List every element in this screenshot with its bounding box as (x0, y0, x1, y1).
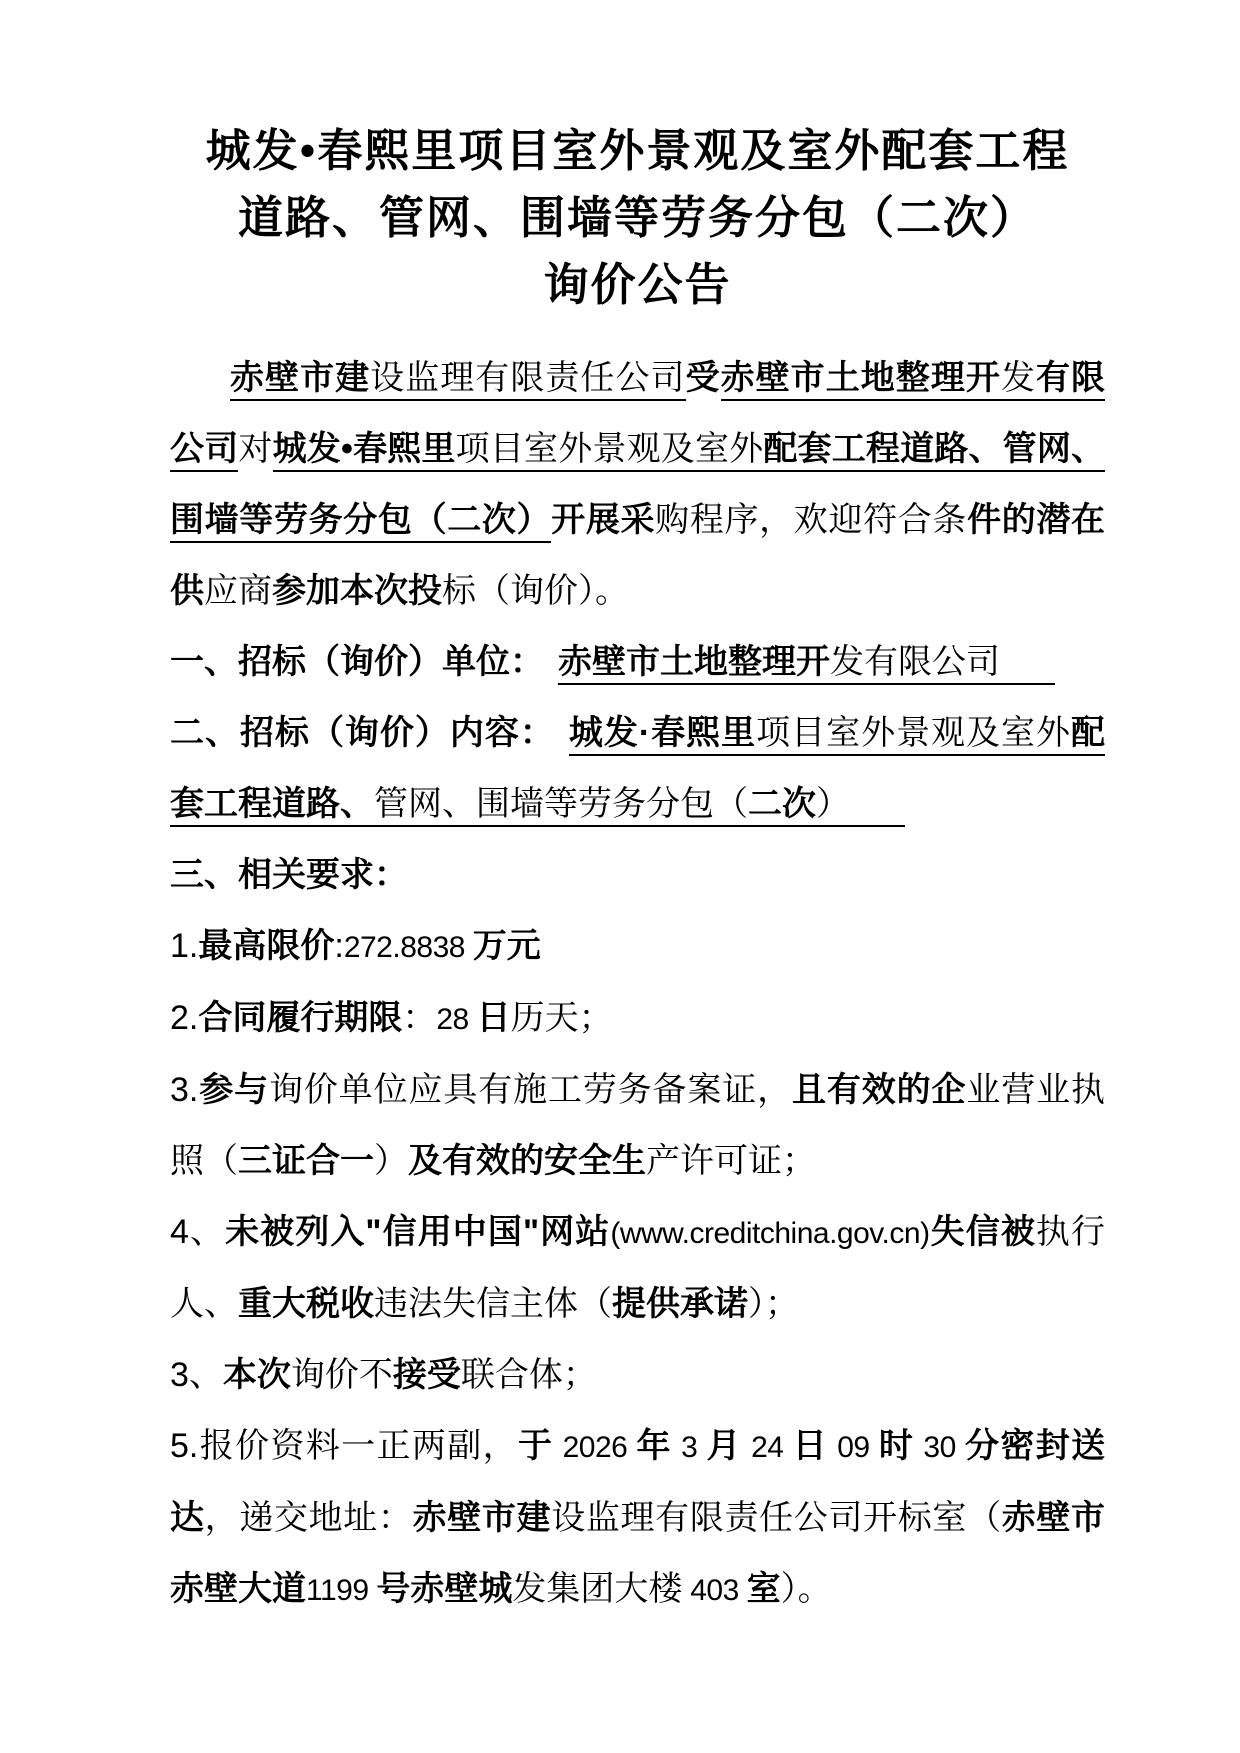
text-segment: 项目室外景观及室外 (756, 714, 1071, 756)
text-segment: 设监理有限责任公司 (370, 359, 685, 401)
text-segment: 月 (706, 1427, 742, 1465)
text-segment: 管网、围墙等劳务分包（二次） (170, 430, 1105, 543)
text-segment: 设监理有限责任公司开标室（ (551, 1499, 1002, 1537)
text-segment: 件的潜在供 (170, 501, 1106, 610)
text-segment: 配套工程道路、 (763, 430, 1002, 472)
text-segment: 发集团大楼 (512, 1570, 683, 1608)
text-segment: 2. (170, 999, 199, 1037)
text-segment: 业营业执照 (170, 1071, 1106, 1180)
requirement-item-contract-period (170, 983, 1105, 1055)
text-segment: 受 (685, 359, 721, 397)
text-segment: 联合体； (460, 1356, 597, 1394)
text-segment: 城发·春熙里 (569, 714, 756, 756)
text-segment: 项目室外景观及室外 (456, 430, 764, 472)
text-segment: 发 (1001, 359, 1036, 401)
text-segment: 28 (436, 1003, 477, 1036)
text-segment: ， (204, 1499, 240, 1537)
text-segment: 三证合一 (238, 1142, 374, 1180)
text-segment: 年 (636, 1427, 672, 1465)
text-segment: 3. (170, 1071, 199, 1109)
text-segment: ）。 (780, 1570, 832, 1608)
requirement-item-submission (170, 1411, 1105, 1626)
text-segment: 接受 (392, 1356, 461, 1394)
text-segment: ）； (748, 1285, 799, 1323)
text-segment: 一、招标（询价）单位： (170, 643, 544, 681)
text-segment: ） (816, 785, 905, 827)
text-segment: 赤壁市建 (230, 359, 370, 401)
text-segment: 1. (170, 927, 199, 965)
text-segment: 4、 (170, 1213, 226, 1251)
text-segment: 执行人、 (170, 1213, 1105, 1323)
text-segment: 3、 (170, 1356, 223, 1394)
text-segment: 重大税收 (238, 1285, 374, 1323)
announcement-text (170, 343, 1105, 1626)
text-segment: 对 (238, 430, 273, 468)
text-segment: 城发•春熙里 (273, 430, 456, 472)
title-line-1: 城发•春熙里项目室外景观及室外配套工程 (205, 126, 1070, 176)
text-segment: 日 (792, 1427, 829, 1465)
text-segment: 产许可证； (646, 1142, 816, 1180)
requirement-item-max-price (170, 911, 1105, 983)
text-segment: ） (374, 1142, 408, 1180)
text-segment: 有限公司 (170, 359, 1105, 472)
text-segment: 购程序，欢迎符合条 (655, 501, 968, 539)
text-segment: 分密封送达 (170, 1427, 1106, 1537)
text-segment: 最高限价 (198, 927, 335, 965)
title-line-3: 询价公告 (543, 260, 732, 310)
text-segment: 应商 (204, 572, 272, 610)
document-title (170, 118, 1105, 319)
requirements-heading (170, 840, 1105, 911)
text-segment: 开展采 (551, 501, 656, 539)
text-segment: 272.8838 (343, 931, 473, 964)
text-segment: 提供承诺 (612, 1285, 748, 1323)
requirement-item-no-consortium (170, 1340, 1105, 1411)
text-segment: 本次 (222, 1356, 291, 1394)
text-segment: 于 (518, 1427, 554, 1465)
text-segment: 合同履行期限 (198, 999, 403, 1037)
text-segment: 号赤壁城 (376, 1570, 513, 1608)
text-segment: 历天； (510, 999, 613, 1037)
text-segment: 万元 (472, 927, 541, 965)
text-segment: 配套工程道路、 (170, 714, 1105, 827)
text-segment: 参加本次投 (272, 572, 442, 610)
text-segment: 二次 (748, 785, 816, 827)
text-segment: 09 (828, 1431, 879, 1464)
text-segment: 且有效的企 (792, 1071, 967, 1109)
text-segment: 三、相关要求： (170, 856, 408, 894)
text-segment: 递交地址： (239, 1499, 413, 1537)
text-segment: 询价不 (290, 1356, 393, 1394)
text-segment: 失信被 (929, 1213, 1036, 1251)
text-segment: 1199 (306, 1574, 377, 1607)
text-segment: 赤壁市土地整理开 (558, 643, 830, 685)
text-segment: 管网、围墙等劳务分包（ (374, 785, 748, 827)
bid-content-line (170, 698, 1105, 840)
intro-paragraph (170, 343, 1105, 627)
text-segment: 2026 (553, 1431, 637, 1464)
bid-unit-line (170, 627, 1105, 698)
text-segment: 时 (878, 1427, 915, 1465)
text-segment: 参与 (198, 1071, 269, 1109)
requirement-item-qualifications (170, 1055, 1105, 1197)
text-segment: （ (204, 1142, 238, 1180)
text-segment: 3 (671, 1431, 707, 1464)
text-segment: 及有效的安全生 (408, 1142, 646, 1180)
text-segment: 24 (741, 1431, 793, 1464)
text-segment: 发有限公司 (830, 643, 1055, 685)
text-segment: : (334, 927, 344, 965)
text-segment: 室 (746, 1570, 781, 1608)
title-line-2: 道路、管网、围墙等劳务分包（二次） (237, 193, 1037, 243)
text-segment: 赤壁市赤壁大道 (170, 1499, 1106, 1608)
text-segment: 30 (914, 1431, 965, 1464)
text-segment: 询价单位应具有施工劳务备案证， (268, 1071, 793, 1109)
text-segment: 赤壁市土地整理开 (721, 359, 1001, 401)
text-segment: 未被列入"信用中国"网站 (225, 1213, 611, 1251)
requirement-item-credit-china (170, 1197, 1105, 1340)
text-segment: 违法失信主体（ (374, 1285, 612, 1323)
text-segment: 赤壁市建 (412, 1499, 552, 1537)
text-segment: 标（询价）。 (442, 572, 629, 610)
text-segment: 二、招标（询价）内容： (170, 714, 555, 752)
text-segment: (www.creditchina.gov.cn) (610, 1217, 930, 1250)
text-segment: 403 (682, 1574, 747, 1607)
text-segment: ： (402, 999, 437, 1037)
text-segment: 5.报价资料一正两副， (170, 1427, 519, 1465)
text-segment: 日 (476, 999, 511, 1037)
